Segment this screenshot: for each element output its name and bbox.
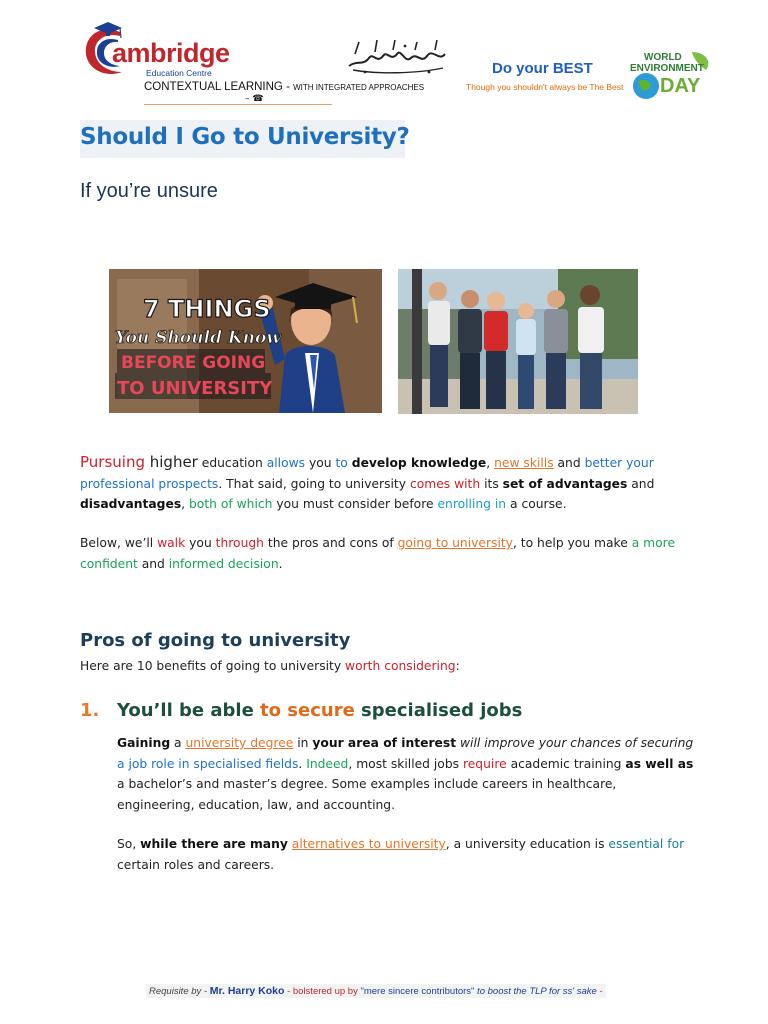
pros-heading: Pros of going to university (80, 630, 351, 651)
intro-paragraph: Pursuing higher education allows you to develop knowledge, new skills and better your professional prospects. That said, going to university comes with its set of advantages and disadvantages, both of which you must consider before enrolling in a course. (80, 453, 655, 511)
motto-subtitle: Though you shouldn't always be The Best (466, 82, 624, 92)
logo-subtitle: Education Centre (146, 68, 212, 78)
image-text-line2: You Should Know (115, 328, 281, 348)
item-paragraph-1: Gaining a university degree in your area of interest will improve your chances of securing a job role in specialised fields. Indeed, most skilled jobs require academic training as well as a bachelor’s and master’s degree. Some examples include careers in healthcare, engineering, education, law, and accounting. (117, 736, 694, 812)
alternatives-link[interactable]: alternatives to university (291, 837, 446, 851)
wed-line2: ENVIRONMENT (630, 63, 704, 74)
item-paragraph-2: So, while there are many alternatives to university, a university education is essential for certain roles and careers. (117, 837, 685, 872)
page-title: Should I Go to University? (80, 124, 410, 150)
university-degree-link[interactable]: university degree (185, 736, 294, 750)
image-text-line1: 7 THINGS (143, 295, 271, 323)
wed-line3: DAY (660, 75, 701, 97)
students-walking-photo (398, 269, 638, 414)
image-text-line4: TO UNIVERSITY (117, 378, 273, 399)
item-heading: You’ll be able to secure specialised jobs (117, 700, 523, 721)
seven-things-graduate-image (109, 269, 382, 413)
page-subtitle: If you’re unsure (80, 180, 218, 202)
walkthrough-paragraph: Below, we’ll walk you through the pros and cons of going to university, to help you make a more confident and informed decision. (80, 536, 676, 571)
world-environment-day-logo (628, 48, 714, 100)
logo-wordmark: ambridge (112, 38, 230, 68)
new-skills-link[interactable]: new skills (494, 456, 554, 470)
pros-intro: Here are 10 benefits of going to university worth considering: (80, 659, 460, 673)
phone-icon: – ☎ (245, 94, 264, 104)
page-footer: Requisite by - Mr. Harry Koko - bolstered up by "mere sincere contributors" to boost the TLP for ss' sake - (146, 984, 606, 998)
bismillah-calligraphy-icon (345, 36, 449, 76)
image-text-line3: BEFORE GOING (121, 353, 266, 373)
wed-line1: WORLD (644, 52, 682, 63)
going-to-university-link[interactable]: going to university (397, 536, 513, 550)
logo-tagline: CONTEXTUAL LEARNING - WITH INTEGRATED APPROACHES (144, 81, 425, 93)
motto-title: Do your BEST (492, 60, 593, 77)
header-divider (144, 104, 332, 105)
item-number: 1. (80, 700, 100, 721)
